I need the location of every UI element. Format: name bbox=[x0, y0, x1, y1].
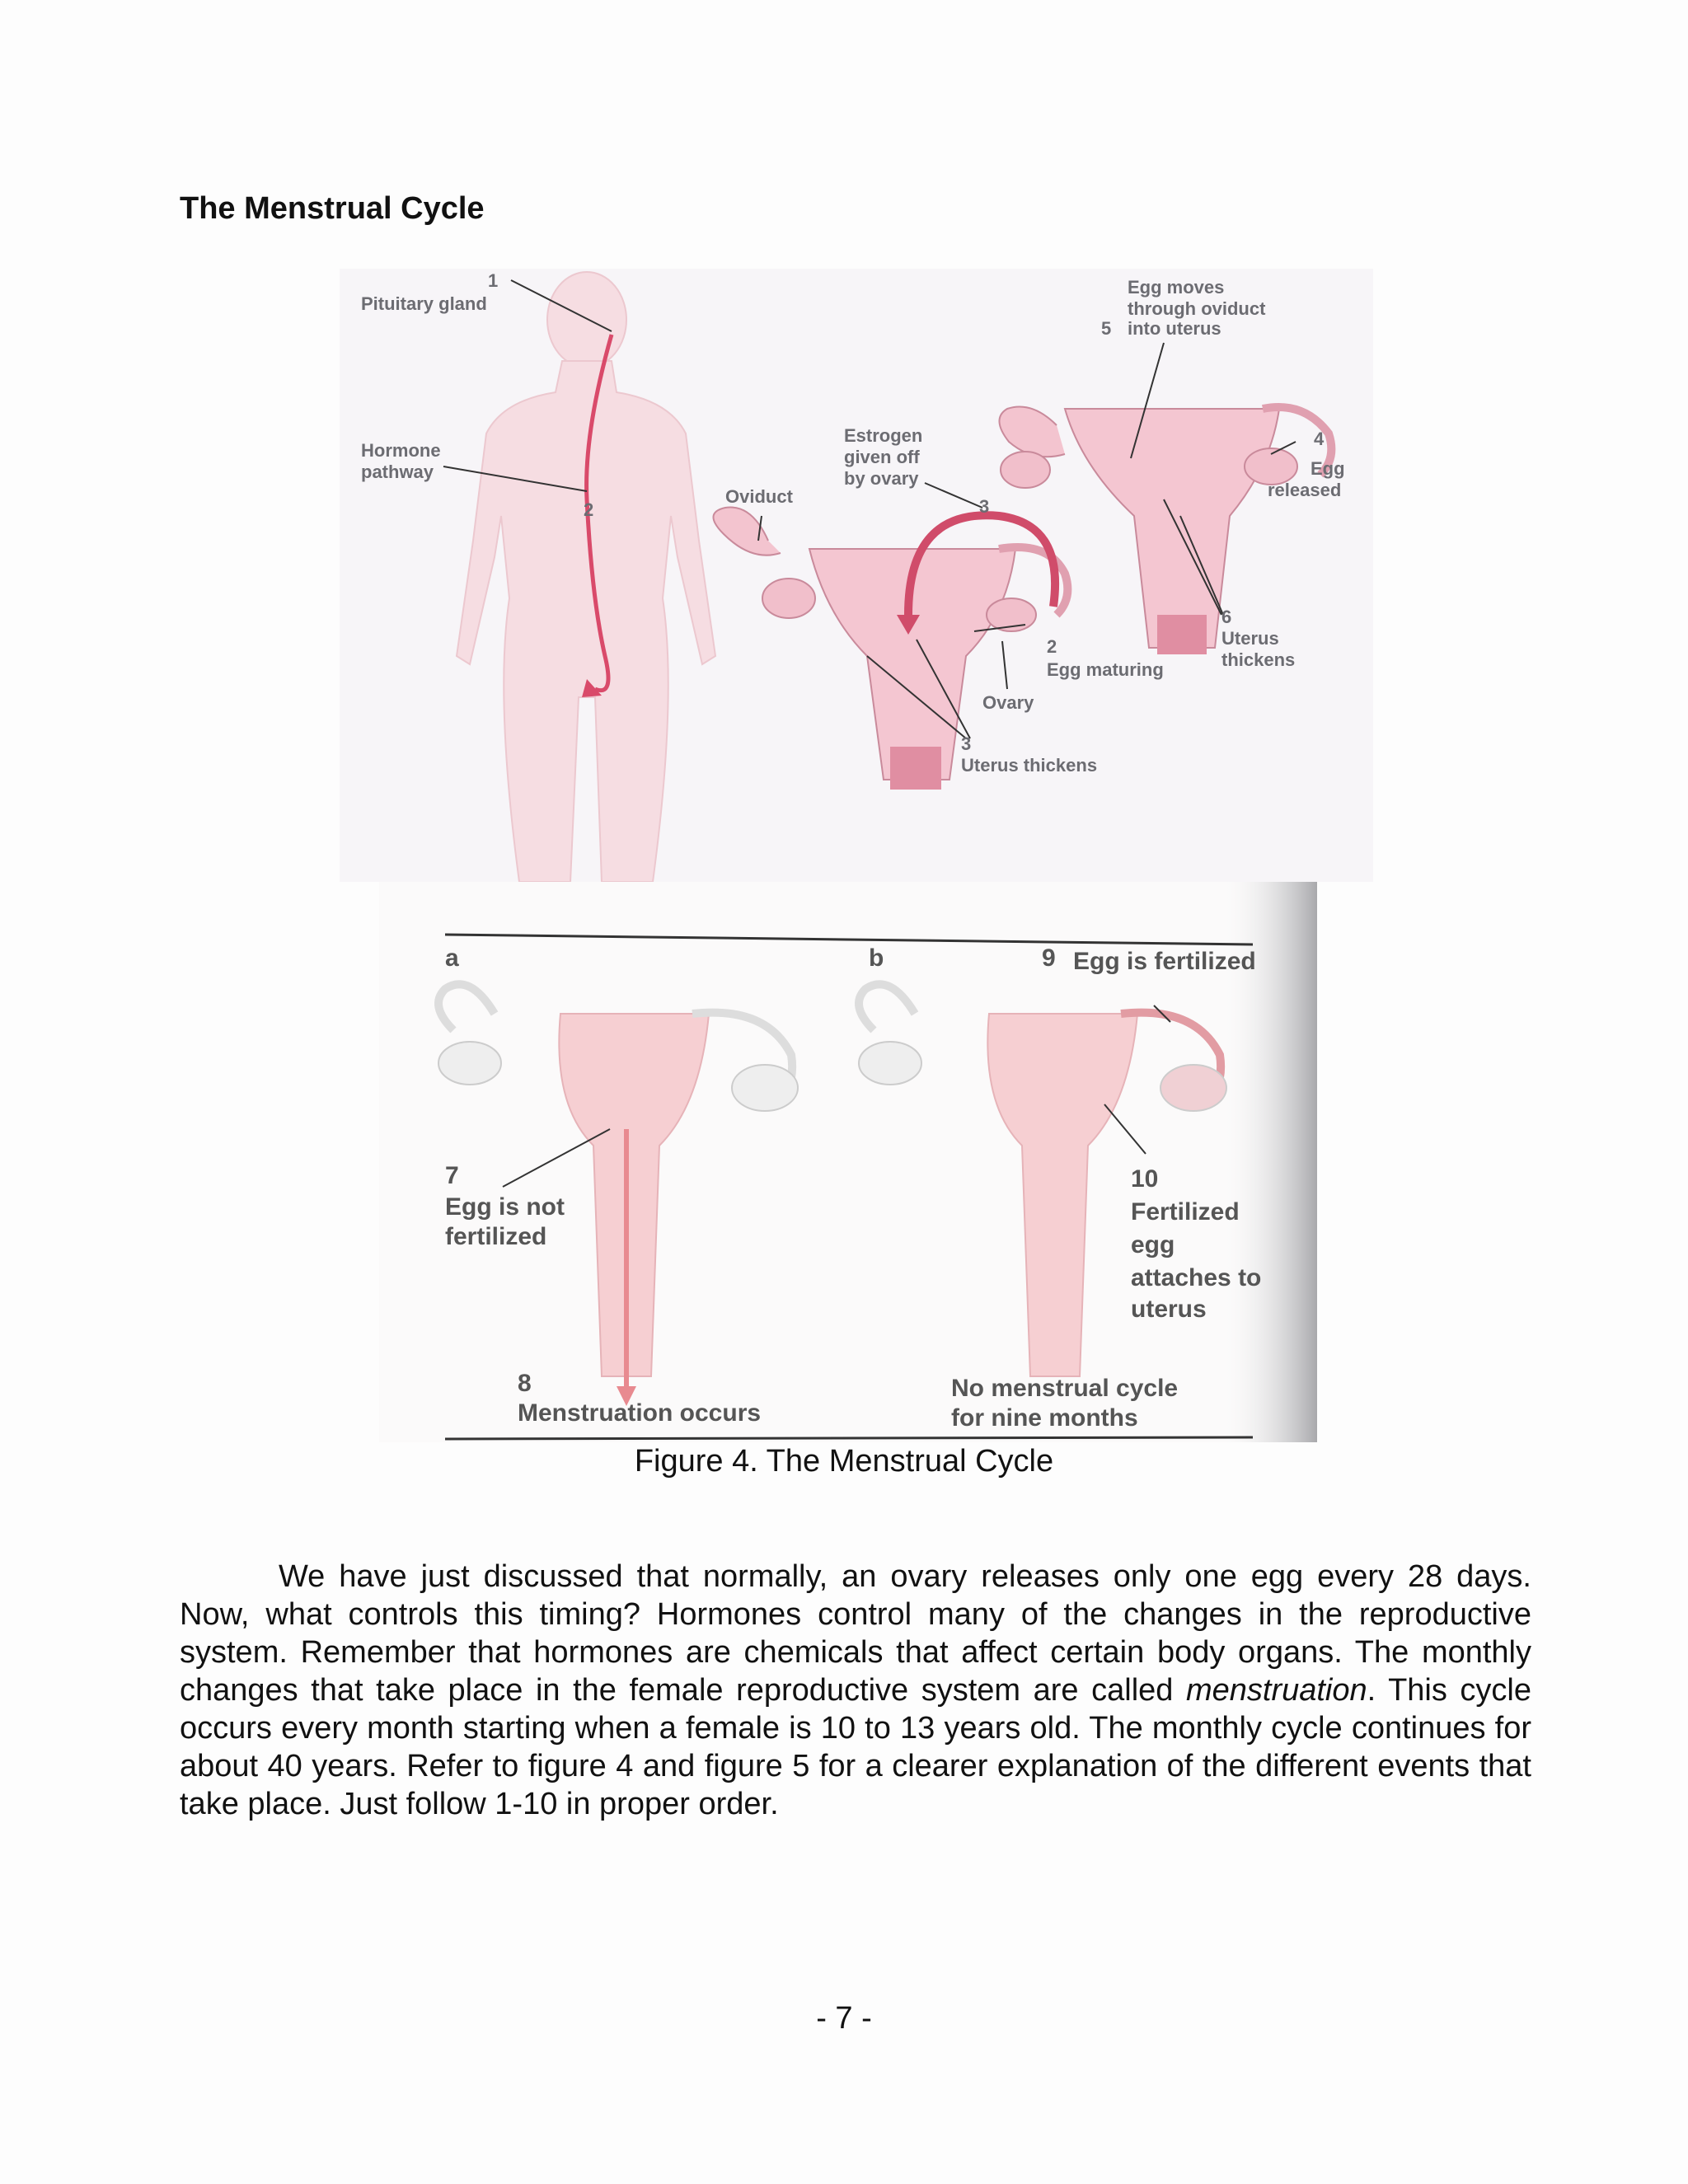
label-pituitary: Pituitary gland bbox=[361, 293, 487, 314]
label-egg-released-2: released bbox=[1268, 480, 1342, 500]
label-7-num: 7 bbox=[445, 1162, 459, 1189]
label-ovary: Ovary bbox=[982, 692, 1034, 713]
label-7-line1: Egg is not bbox=[445, 1193, 565, 1221]
label-no-cycle-1: No menstrual cycle bbox=[951, 1375, 1179, 1402]
label-1-num: 1 bbox=[488, 270, 499, 291]
label-hormone-2: pathway bbox=[361, 462, 434, 482]
uterus-right-drawing bbox=[999, 407, 1331, 655]
label-oviduct: Oviduct bbox=[725, 486, 793, 507]
label-egg-moves-2: through oviduct bbox=[1128, 298, 1266, 319]
label-10-line2: egg bbox=[1131, 1231, 1175, 1258]
label-9-text: Egg is fertilized bbox=[1073, 948, 1256, 975]
label-uterus6-1: Uterus bbox=[1221, 628, 1279, 649]
paragraph-text-after: . This cycle occurs every month starting when a female is 10 to 13 years old. The monthly cycle continues for about 40 years. Refer to figure 4 and figure 5 for a clearer explanation of the different events that take place. Just follow 1-10 in proper order. bbox=[180, 1673, 1531, 1821]
label-egg-moves-1: Egg moves bbox=[1128, 277, 1225, 298]
label-estrogen-2: given off bbox=[844, 447, 920, 467]
page-number: - 7 - bbox=[816, 2001, 872, 2036]
figure-fertilization-diagram bbox=[379, 882, 1317, 1442]
paragraph-text-before: We have just discussed that normally, an ovary releases only one egg every 28 days. Now, what controls this timing? Hormones control many of the changes in the reproductive system. Remember that hormones are chemicals that affect certain body organs. The monthly changes that take place in the female reproductive system are called bbox=[180, 1559, 1531, 1708]
label-6-num: 6 bbox=[1221, 607, 1232, 627]
figure-caption: Figure 4. The Menstrual Cycle bbox=[634, 1444, 1054, 1479]
label-egg-moves-3: into uterus bbox=[1128, 318, 1221, 339]
label-panel-b: b bbox=[869, 944, 884, 972]
label-uterus-thickens-num: 3 bbox=[961, 733, 972, 754]
figure-hormone-diagram bbox=[340, 269, 1373, 882]
paragraph-italic-term: menstruation bbox=[1185, 1673, 1367, 1708]
label-10-line3: attaches to bbox=[1131, 1264, 1262, 1291]
label-10-line1: Fertilized bbox=[1131, 1198, 1240, 1226]
label-8-text: Menstruation occurs bbox=[518, 1399, 762, 1427]
label-3-arrow: 3 bbox=[979, 496, 990, 517]
uterus-left-drawing bbox=[713, 508, 1067, 790]
label-hormone-1: Hormone bbox=[361, 440, 441, 461]
label-7-line2: fertilized bbox=[445, 1223, 547, 1250]
body-paragraph bbox=[180, 1558, 1531, 1823]
label-8-num: 8 bbox=[518, 1370, 532, 1397]
label-2-body: 2 bbox=[584, 499, 594, 520]
label-egg-maturing-num: 2 bbox=[1047, 636, 1057, 657]
top-rule bbox=[445, 935, 1253, 944]
label-estrogen-1: Estrogen bbox=[844, 425, 923, 446]
body-silhouette bbox=[457, 272, 715, 882]
label-panel-a: a bbox=[445, 944, 459, 972]
section-heading: The Menstrual Cycle bbox=[180, 191, 485, 226]
label-uterus6-2: thickens bbox=[1221, 649, 1296, 670]
label-estrogen-3: by ovary bbox=[844, 468, 919, 489]
label-10-line4: uterus bbox=[1131, 1296, 1207, 1323]
label-egg-released-1: Egg bbox=[1311, 458, 1345, 479]
label-uterus-thickens: Uterus thickens bbox=[961, 755, 1098, 776]
label-4-num: 4 bbox=[1314, 429, 1325, 449]
label-10-num: 10 bbox=[1131, 1165, 1159, 1193]
bottom-rule bbox=[445, 1437, 1253, 1439]
label-5-num: 5 bbox=[1101, 318, 1112, 339]
label-egg-maturing: Egg maturing bbox=[1047, 659, 1164, 680]
label-no-cycle-2: for nine months bbox=[951, 1404, 1138, 1432]
label-9-num: 9 bbox=[1042, 944, 1056, 972]
